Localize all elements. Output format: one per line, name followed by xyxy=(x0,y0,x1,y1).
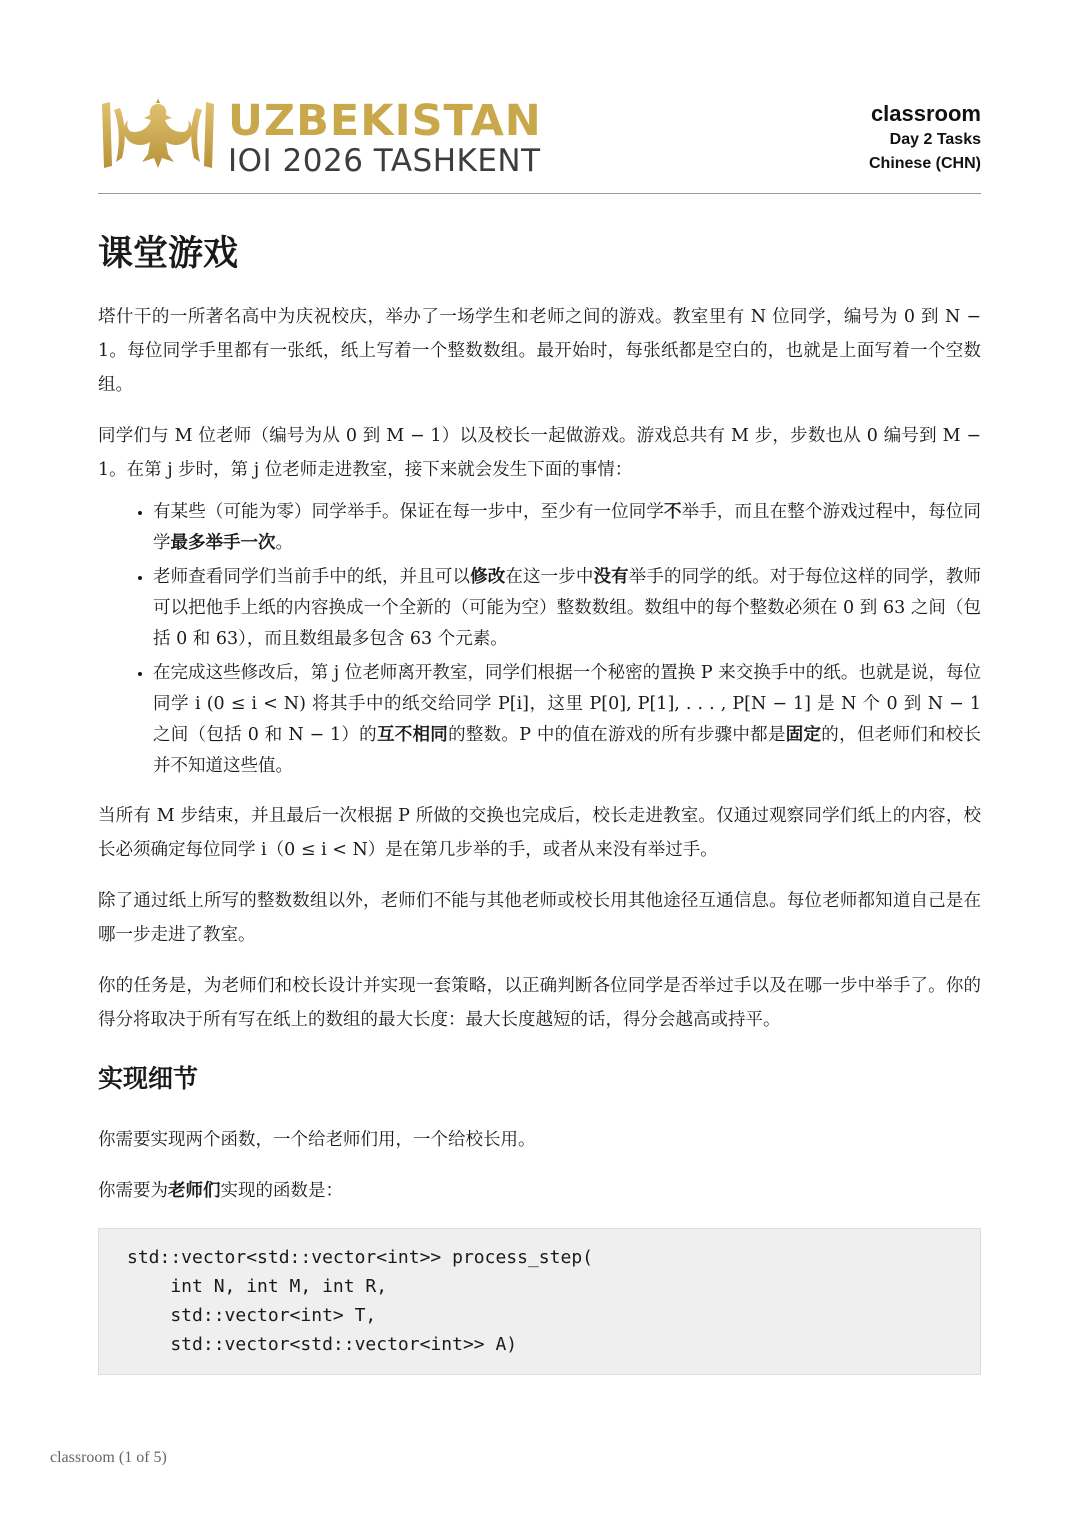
list-item: • 老师查看同学们当前手中的纸，并且可以修改在这一步中没有举手的同学的纸。对于每位这样的同学，教师可以把他手上纸的内容换成一个全新的（可能为空）整数数组。数组中的每个整数必须在 0 到 63 之间（包括 0 和 63），而且数组最多包含 63 个元素。 xyxy=(153,562,981,655)
header-divider xyxy=(98,193,981,194)
task-paragraph: 你的任务是，为老师们和校长设计并实现一套策略，以正确判断各位同学是否举过手以及在哪一步中举手了。你的得分将取决于所有写在纸上的数组的最大长度：最大长度越短的话，得分会越高或持平。 xyxy=(98,976,981,1030)
list-item: • 在完成这些修改后，第 j 位老师离开教室，同学们根据一个秘密的置换 P 来交换手中的纸。也就是说，每位同学 i (0 ≤ i < N) 将其手中的纸交给同学 P[i]，这里 P[0], P[1], . . . , P[N − 1] 是 N 个 0 到 N − 1 之间（包括 0 和 N − 1）的互不相同的整数。P 中的值在游戏的所有步骤中都是固定的，但老师们和校长并不知道这些值。 xyxy=(153,658,981,782)
day-label: Day 2 Tasks xyxy=(889,131,981,148)
list-item: • 有某些（可能为零）同学举手。保证在每一步中，至少有一位同学不举手，而且在整个游戏过程中，每位同学最多举手一次。 xyxy=(153,497,981,559)
task-meta xyxy=(869,100,981,176)
section-title: 实现细节 xyxy=(98,1064,199,1093)
game-paragraph: 同学们与 M 位老师（编号为从 0 到 M − 1）以及校长一起做游戏。游戏总共有 M 步，步数也从 0 编号到 M − 1。在第 j 步时，第 j 位老师走进教室，接下来就会发生下面的事情： xyxy=(98,426,981,480)
page-header xyxy=(98,96,981,194)
language-label: Chinese (CHN) xyxy=(868,155,981,172)
principal-paragraph: 当所有 M 步结束，并且最后一次根据 P 所做的交换也完成后，校长走进教室。仅通过观察同学们纸上的内容，校长必须确定每位同学 i（0 ≤ i < N）是在第几步举的手，或者从来没有举过手。 xyxy=(98,806,981,860)
humo-bird-icon xyxy=(98,96,218,172)
code-block: std::vector<std::vector<int>> process_step( int N, int M, int R, std::vector<int> T, std::vector<std::vector<int>> A) xyxy=(98,1228,981,1375)
page-footer: classroom (1 of 5) xyxy=(50,1449,167,1466)
document-body xyxy=(98,226,981,1375)
page-title: 课堂游戏 xyxy=(98,234,239,274)
task-name: classroom xyxy=(870,101,981,126)
functions-paragraph: 你需要实现两个函数，一个给老师们用，一个给校长用。 xyxy=(98,1130,536,1150)
teacher-function-paragraph: 你需要为老师们实现的函数是： xyxy=(98,1181,343,1201)
logo-event: IOI 2026 TASHKENT xyxy=(228,143,541,179)
logo-text xyxy=(228,98,542,178)
communication-paragraph: 除了通过纸上所写的整数数组以外，老师们不能与其他老师或校长用其他途径互通信息。每位老师都知道自己是在哪一步走进了教室。 xyxy=(98,891,981,945)
step-list xyxy=(98,497,981,782)
logo-country: UZBEKISTAN xyxy=(228,96,542,146)
intro-paragraph: 塔什干的一所著名高中为庆祝校庆，举办了一场学生和老师之间的游戏。教室里有 N 位同学，编号为 0 到 N − 1。每位同学手里都有一张纸，纸上写着一个整数数组。最开始时，每张纸都是空白的，也就是上面写着一个空数组。 xyxy=(98,307,981,395)
